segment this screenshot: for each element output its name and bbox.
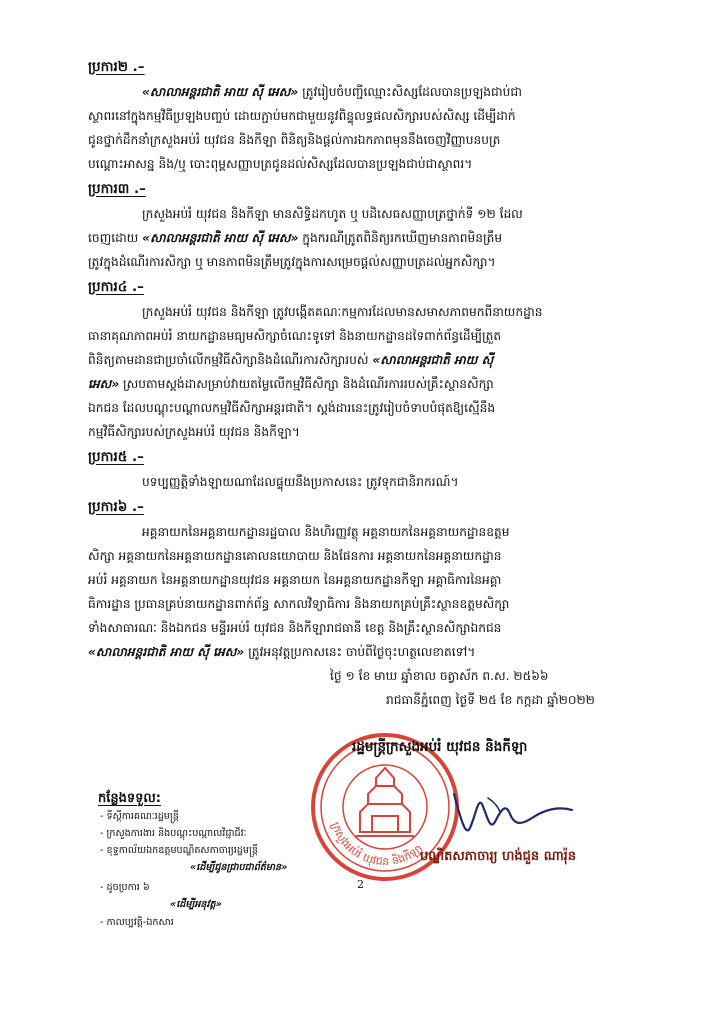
recipient-note: «ដើម្បីអនុវត្ត»	[170, 899, 222, 910]
recipient-item: - ខុទ្ទកាល័យឯកឧត្តមបណ្ឌិតសភាចារ្យរដ្ឋមន្ត្រី	[100, 845, 258, 856]
article-4-line: ឯកជន ដែលបណ្តុះបណ្តាលកម្មវិធីសិក្សាអន្តរជាតិ។ ស្តង់ដារនេះត្រូវរៀបចំទាបបំផុតឱ្យស្មើនឹង	[88, 401, 496, 415]
recipient-item: - កាលប្បវត្តិ-ឯកសារ	[100, 917, 174, 928]
article-6-line: អគ្គនាយកនៃអគ្គនាយកដ្ឋានរដ្ឋបាល និងហិរញ្ញវត្ថុ អគ្គនាយកនៃអគ្គនាយកដ្ឋានឧត្តម	[142, 525, 510, 539]
recipient-item: - ដូចប្រការ ៦	[100, 882, 150, 893]
article-4-line: ពិនិត្យតាមដានជាប្រចាំលើកម្មវិធីសិក្សានិងដំណើរការសិក្សារបស់ «សាលាអន្តរជាតិ អាយ ស៊ី	[88, 353, 494, 367]
article-6-line: សិក្សា អគ្គនាយកនៃអគ្គនាយកដ្ឋានគោលនយោបាយ និងផែនការ អគ្គនាយកនៃអគ្គនាយកដ្ឋាន	[88, 549, 502, 563]
article-2-line: បណ្តោះអាសន្ន និង/ឬ បោះពុម្ពសញ្ញាបត្រជូនដល់សិស្សដែលបានប្រឡងជាប់ជាស្ថាពរ។	[88, 157, 473, 171]
article-6-heading: ប្រការ៦ .–	[88, 499, 144, 515]
article-4-line: អេស» ស្របតាមស្តង់ដាសម្រាប់វាយតម្លៃលើកម្មវិធីសិក្សា និងដំណើរការរបស់គ្រឹះស្ថានសិក្សា	[88, 377, 494, 391]
article-3-line: ត្រូវក្នុងដំណើរការសិក្សា ឬ មានភាពមិនត្រឹមត្រូវក្នុងការសម្រេចផ្តល់សញ្ញាបត្រដល់អ្នកសិក្សា។	[88, 255, 496, 269]
article-3-line: ក្រសួងអប់រំ យុវជន និងកីឡា មានសិទ្ធិដកហូត ឬ បដិសេធសញ្ញាបត្រថ្នាក់ទី ១២ ដែល	[142, 207, 523, 221]
article-4-heading: ប្រការ៤ .–	[88, 279, 144, 295]
article-3-heading: ប្រការ៣ .–	[88, 181, 146, 197]
recipient-item: - ទីស្តីការគណៈរដ្ឋមន្ត្រី	[100, 811, 179, 822]
article-4-line: កម្មវិធីសិក្សារបស់ក្រសួងអប់រំ យុវជន និងកីឡា។	[88, 425, 300, 439]
article-6-line: ធិការដ្ឋាន ប្រធានគ្រប់នាយកដ្ឋានពាក់ព័ន្ធ សាកលវិទ្យាធិការ និងនាយកគ្រប់គ្រឹះស្ថានឧត្តមសិក្សា	[88, 597, 510, 611]
article-3-line: ចេញដោយ «សាលាអន្តរជាតិ អាយ ស៊ី អេស» ក្នុងករណីត្រូតពិនិត្យរកឃើញមានភាពមិនត្រឹម	[88, 231, 503, 245]
article-2-line: ជូនថ្នាក់ដឹកនាំក្រសួងអប់រំ យុវជន និងកីឡា ពិនិត្យនិងផ្តល់ការឯកភាពមុននឹងចេញវិញ្ញាបនបត្រ	[88, 133, 501, 147]
article-2-line: ស្ថាពរនៅក្នុងកម្មវិធីប្រឡងបញ្ចប់ ដោយភ្ជាប់មកជាមួយនូវពិន្ទុលទ្ធផលសិក្សារបស់សិស្ស ដើម្បីដាក់	[88, 109, 516, 123]
recipient-item: - ក្រសួងការងារ និងបណ្តុះបណ្តាលវិជ្ជាជីវៈ	[100, 828, 247, 839]
signatory-name: បណ្ឌិតសភាចារ្យ ហង់ជួន ណារ៉ុន	[420, 849, 577, 864]
minister-title: រដ្ឋមន្ត្រីក្រសួងអប់រំ យុវជន និងកីឡា	[352, 739, 528, 755]
article-2-line: «សាលាអន្តរជាតិ អាយ ស៊ី អេស» ត្រូវរៀបចំបញ្ជីឈ្មោះសិស្សដែលបានប្រឡងជាប់ជា	[142, 85, 522, 99]
article-4-line: ក្រសួងអប់រំ យុវជន និងកីឡា ត្រូវបង្កើតគណៈកម្មការដែលមានសមាសភាពមកពីនាយកដ្ឋាន	[142, 305, 543, 319]
article-6-line: ទាំងសាធារណៈ និងឯកជន មន្ទីរអប់រំ យុវជន និងកីឡារាជធានី ខេត្ត និងគ្រឹះស្ថានសិក្សាឯកជន	[88, 621, 502, 635]
recipient-note: «ដើម្បីជូនជ្រាបជាព័ត៌មាន»	[190, 862, 288, 873]
date-line-solar: រាជធានីភ្នំពេញ ថ្ងៃទី ២៥ ខែ កក្កដា ឆ្នាំ២០២២	[386, 693, 595, 707]
signature-icon	[448, 784, 578, 844]
date-line-lunar: ថ្ងៃ ១ ខែ មាឃ ឆ្នាំខាល ចត្វាស័ក ព.ស. ២៥៦៦	[330, 669, 549, 683]
article-2-heading: ប្រការ២ .–	[88, 59, 145, 75]
article-6-line: អប់រំ អគ្គនាយក នៃអគ្គនាយកដ្ឋានយុវជន អគ្គនាយក នៃអគ្គនាយកដ្ឋានកីឡា អគ្គាធិការនៃអគ្គា	[88, 573, 502, 587]
article-6-line: «សាលាអន្តរជាតិ អាយ ស៊ី អេស» ត្រូវអនុវត្តប្រកាសនេះ ចាប់ពីថ្ងៃចុះហត្ថលេខាតទៅ។	[88, 645, 476, 659]
article-5-line: បទប្បញ្ញត្តិទាំងឡាយណាដែលផ្ទុយនឹងប្រកាសនេះ ត្រូវទុកជានិរាករណ៍។	[142, 475, 459, 489]
svg-text:ក្រសួងអប់រំ យុវជន និងកីឡា: ក្រសួងអប់រំ យុវជន និងកីឡា	[328, 820, 426, 869]
recipients-title: កន្លែងទទួល:	[98, 791, 161, 806]
article-5-heading: ប្រការ៥ .–	[88, 449, 144, 465]
article-4-line: ធានាគុណភាពអប់រំ នាយកដ្ឋានមធ្យមសិក្សាចំណេះទូទៅ និងនាយកដ្ឋានដទៃពាក់ព័ន្ធដើម្បីត្រួត	[88, 329, 502, 343]
page-number: 2	[357, 878, 364, 891]
